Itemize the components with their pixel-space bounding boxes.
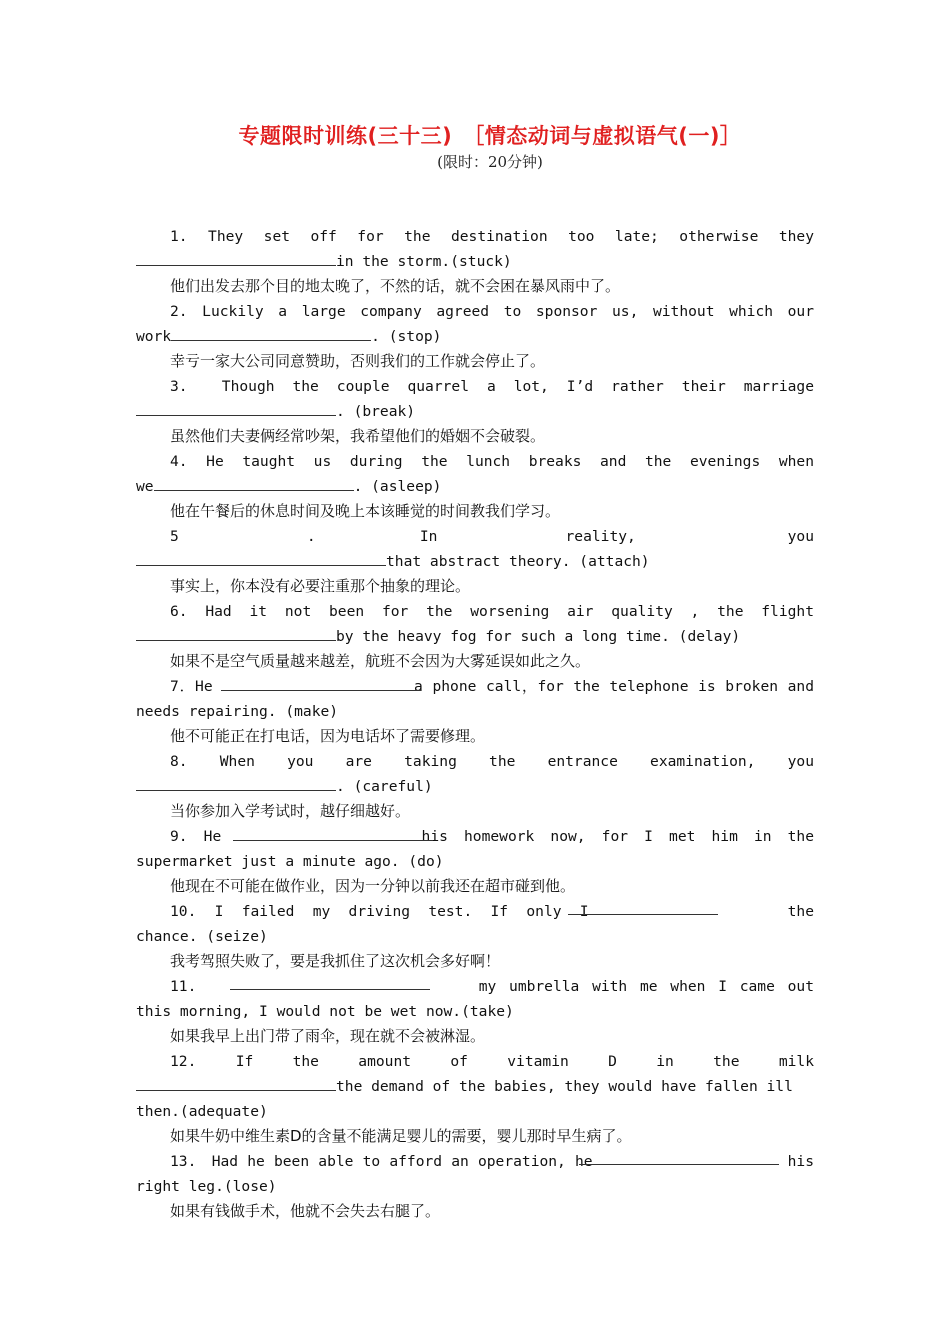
answer-blank[interactable] — [136, 251, 336, 266]
inline-blank[interactable] — [579, 1164, 779, 1165]
exercise-item: 6. Had it not been for the worsening air quality , the flight by the heavy fog for such a long time. (delay) 如果不是空气质量越来越差，航班不会因为大雾延误如此之久。 — [136, 599, 814, 674]
translation: 如果我早上出门带了雨伞，现在就不会被淋湿。 — [170, 1027, 486, 1045]
answer-blank[interactable] — [154, 476, 354, 491]
translation: 他不可能正在打电话，因为电话坏了需要修理。 — [170, 727, 486, 745]
translation: 如果有钱做手术，他就不会失去右腿了。 — [170, 1202, 441, 1220]
exercise-item: 12. If the amount of vitamin D in the milk the demand of the babies, they would have fallen ill then.(adequate) 如果牛奶中维生素D的含量不能满足婴儿的需要，婴儿那时早生病了。 — [136, 1049, 814, 1149]
translation: 虽然他们夫妻俩经常吵架，我希望他们的婚姻不会破裂。 — [170, 427, 546, 445]
exercise-item: 1. They set off for the destination too late; otherwise they in the storm.(stuck) 他们出发去那个目的地太晚了，不然的话，就不会困在暴风雨中了。 — [136, 224, 814, 299]
exercise-item: 11. my umbrella with me when I came out this morning, I would not be wet now.(take) 如果我早上出门带了雨伞，现在就不会被淋湿。 — [136, 974, 814, 1049]
exercise-list — [136, 224, 814, 1224]
exercise-item: 8. When you are taking the entrance examination, you . (careful) 当你参加入学考试时，越仔细越好。 — [136, 749, 814, 824]
inline-blank[interactable] — [233, 840, 433, 841]
translation: 如果牛奶中维生素D的含量不能满足婴儿的需要，婴儿那时早生病了。 — [170, 1127, 632, 1145]
answer-blank[interactable] — [136, 401, 336, 416]
translation: 幸亏一家大公司同意赞助，否则我们的工作就会停止了。 — [170, 352, 546, 370]
answer-blank[interactable] — [136, 551, 386, 566]
exercise-item: 13. Had he been able to afford an operation, he his right leg.(lose) 如果有钱做手术，他就不会失去右腿了。 — [136, 1149, 814, 1224]
answer-blank[interactable] — [136, 776, 336, 791]
answer-blank[interactable] — [171, 326, 371, 341]
answer-blank[interactable] — [136, 1076, 336, 1091]
exercise-item: 5 . In reality, you that abstract theory. (attach) 事实上，你本没有必要注重那个抽象的理论。 — [136, 524, 814, 599]
inline-blank[interactable] — [568, 914, 718, 915]
page-title: 专题限时训练(三十三) ［情态动词与虚拟语气(一)］ — [238, 124, 742, 148]
translation: 事实上，你本没有必要注重那个抽象的理论。 — [170, 577, 471, 595]
time-limit: (限时：20分钟) — [437, 153, 543, 171]
translation: 当你参加入学考试时，越仔细越好。 — [170, 802, 411, 820]
exercise-item: 10. I failed my driving test. If only I the chance. (seize) 我考驾照失败了，要是我抓住了这次机会多好啊！ — [136, 899, 814, 974]
exercise-item: 3. Though the couple quarrel a lot, I’d rather their marriage . (break) 虽然他们夫妻俩经常吵架，我希望他们的婚姻不会破裂。 — [136, 374, 814, 449]
exercise-item: 4. He taught us during the lunch breaks and the evenings when we . (asleep) 他在午餐后的休息时间及晚上本该睡觉的时间教我们学习。 — [136, 449, 814, 524]
translation: 他们出发去那个目的地太晚了，不然的话，就不会困在暴风雨中了。 — [170, 277, 621, 295]
translation: 他现在不可能在做作业，因为一分钟以前我还在超市碰到他。 — [170, 877, 576, 895]
translation: 他在午餐后的休息时间及晚上本该睡觉的时间教我们学习。 — [170, 502, 561, 520]
exercise-item: 2. Luckily a large company agreed to sponsor us, without which our work . (stop) 幸亏一家大公司同意赞助，否则我们的工作就会停止了。 — [136, 299, 814, 374]
exercise-item: 9. He his homework now, for I met him in the supermarket just a minute ago. (do) 他现在不可能在做作业，因为一分钟以前我还在超市碰到他。 — [136, 824, 814, 899]
exercise-item: 7．He a phone call，for the telephone is broken and needs repairing. (make) 他不可能正在打电话，因为电话坏了需要修理。 — [136, 674, 814, 749]
answer-blank[interactable] — [136, 626, 336, 641]
translation: 我考驾照失败了，要是我抓住了这次机会多好啊！ — [170, 952, 501, 970]
inline-blank[interactable] — [230, 989, 430, 990]
translation: 如果不是空气质量越来越差，航班不会因为大雾延误如此之久。 — [170, 652, 591, 670]
inline-blank[interactable] — [221, 690, 421, 691]
